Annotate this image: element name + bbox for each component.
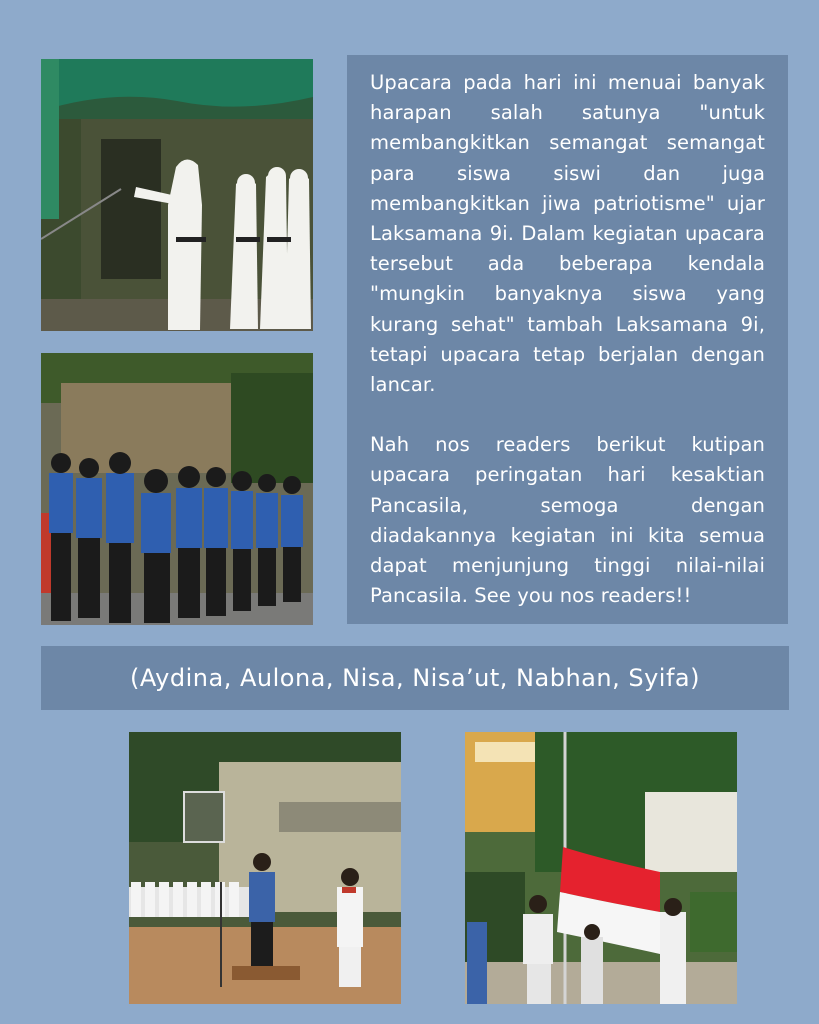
photo-flag-raising-image bbox=[465, 732, 737, 1004]
photo-flag-raising bbox=[465, 732, 737, 1004]
photo-flag-officers-saluting bbox=[41, 59, 313, 331]
photo-flag-officers-saluting-image bbox=[41, 59, 313, 331]
article-text-panel bbox=[347, 55, 788, 624]
authors-credit-bar bbox=[41, 646, 789, 710]
article-paragraph-2: Nah nos readers berikut kutipan upacara peringatan hari kesaktian Pancasila, semoga dengan diadakannya kegiatan ini kita semua dapat menjunjung tinggi nilai-nilai Pancasila. See you nos readers!! bbox=[370, 433, 765, 608]
photo-students-in-rows bbox=[41, 353, 313, 625]
photo-ceremony-speaker-image bbox=[129, 732, 401, 1004]
article-paragraph-1: Upacara pada hari ini menuai banyak harapan salah satunya "untuk membangkitkan semangat semangat para siswa siswi dan juga membangkitkan jiwa patriotisme" ujar Laksamana 9i. Dalam kegiatan upacara tersebut ada beberapa kendala "mungkin banyaknya siswa yang kurang sehat" tambah Laksamana 9i, tetapi upacara tetap berjalan dengan lancar. bbox=[370, 71, 765, 397]
authors-credit-text: (Aydina, Aulona, Nisa, Nisa’ut, Nabhan, Syifa) bbox=[130, 664, 700, 692]
photo-ceremony-speaker bbox=[129, 732, 401, 1004]
photo-students-in-rows-image bbox=[41, 353, 313, 625]
